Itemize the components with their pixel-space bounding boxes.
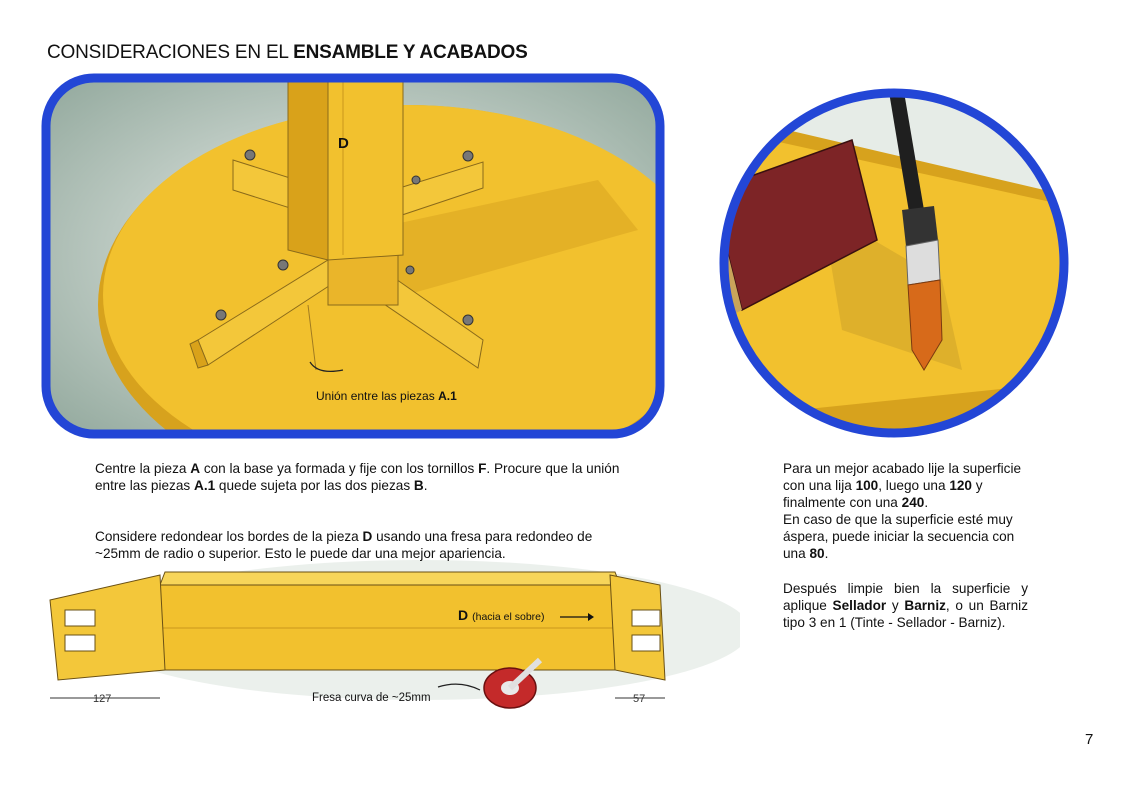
- page-title-bold: ENSAMBLE Y ACABADOS: [293, 42, 528, 63]
- piece-d-illustration: [40, 560, 740, 720]
- finishing-illustration: [702, 80, 1087, 445]
- instruction-round-edges: Considere redondear los bordes de la pieza D usando una fresa para redondeo de ~25mm de radio o superior. Esto le puede dar una mejor apariencia.: [95, 529, 593, 561]
- page-number: 7: [1085, 731, 1094, 748]
- piece-d-label-bottom: D (hacia el sobre): [458, 607, 545, 623]
- piece-d-label: D: [338, 135, 349, 152]
- router-label: Fresa curva de ~25mm: [312, 692, 431, 704]
- instruction-sanding: Para un mejor acabado lije la superficie con una lija 100, luego una 120 y finalmente con una 240. En caso de que la superficie esté muy áspera, puede iniciar la secuencia con una 80.: [783, 461, 1022, 561]
- instruction-varnish: Después limpie bien la superficie y aplique Sellador y Barniz, o un Barniz tipo 3 en 1 (Tinte - Sellador - Barniz).: [783, 581, 1028, 630]
- joint-annotation: Unión entre las piezas A.1: [316, 389, 457, 403]
- instruction-center-piece: Centre la pieza A con la base ya formada y fije con los tornillos F. Procure que la unión entre las piezas A.1 quede sujeta por las dos piezas B.: [95, 461, 620, 493]
- dimension-right: 57: [633, 693, 646, 705]
- dimension-left: 127: [93, 693, 112, 705]
- page-title: CONSIDERACIONES EN EL ENSAMBLE Y ACABADOS: [47, 42, 528, 63]
- assembly-illustration: [38, 70, 668, 442]
